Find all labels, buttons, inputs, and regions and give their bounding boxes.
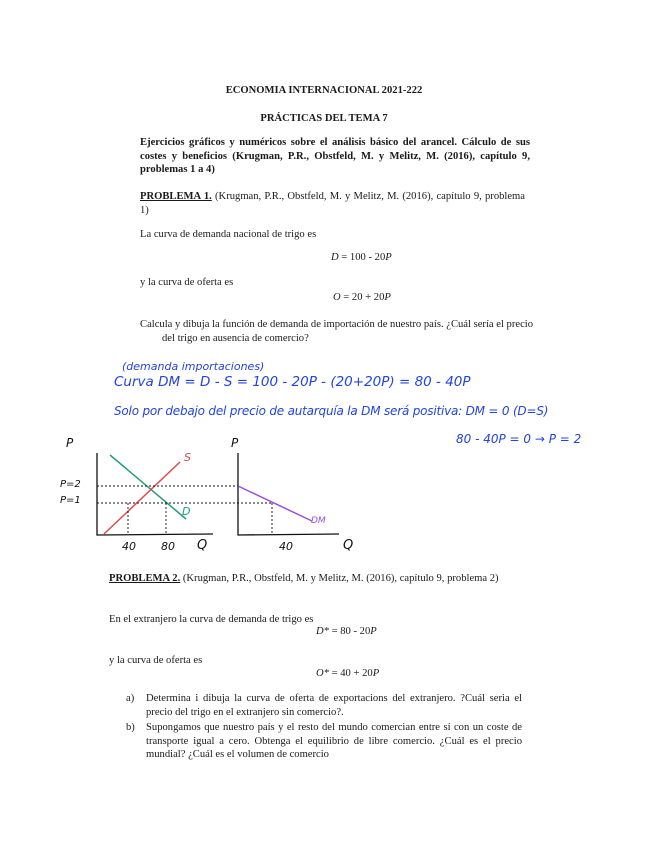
problem1-question-text: Calcula y dibuja la función de demanda de importación de nuestro país. ¿Cuál sería el precio del trigo en ausencia de comercio? bbox=[140, 319, 534, 344]
graph1-demand-line bbox=[110, 455, 186, 519]
problem2-item-b bbox=[126, 721, 522, 762]
problem1-heading: PROBLEMA 1. bbox=[140, 191, 212, 202]
problem2-supply-equation bbox=[316, 668, 379, 679]
supply-p: P bbox=[384, 292, 391, 303]
graph2-xlabel: Q bbox=[343, 538, 354, 553]
problem2-item-a bbox=[126, 692, 522, 719]
problem2-reference: (Krugman, P.R., Obstfeld, M. y Melitz, M. (2016), capítulo 9, problema 2) bbox=[180, 573, 499, 584]
problem2-supply-intro: y la curva de oferta es bbox=[109, 655, 203, 666]
graph2-dm-line bbox=[238, 486, 312, 521]
problem2-demand-intro: En el extranjero la curva de demanda de trigo es bbox=[109, 614, 314, 625]
graph2-ylabel: P bbox=[231, 436, 239, 450]
demand-var: D bbox=[331, 252, 339, 263]
item-marker: b) bbox=[126, 722, 135, 733]
supply-var: O bbox=[333, 292, 341, 303]
problem2-heading-line bbox=[109, 572, 520, 586]
handwritten-note: (demanda importaciones) bbox=[122, 360, 265, 373]
problem1-demand-intro: La curva de demanda nacional de trigo es bbox=[140, 229, 317, 240]
graph1-q80-label: 80 bbox=[161, 540, 175, 553]
graph1-ylabel: P bbox=[66, 436, 74, 450]
problem2-demand-equation bbox=[316, 626, 377, 637]
problem1-reference: (Krugman, P.R., Obstfeld, M. y Melitz, M. (2016), capítulo 9, problema 1) bbox=[140, 191, 525, 216]
graph2-dm-label: DM bbox=[311, 516, 326, 526]
problem1-supply-intro: y la curva de oferta es bbox=[140, 277, 234, 288]
graph2-q40-label: 40 bbox=[279, 540, 293, 553]
intro-paragraph: Ejercicios gráficos y numéricos sobre el análisis básico del arancel. Cálculo de sus costes y beneficios (Krugman, P.R., Obstfeld, M. y Melitz, M. (2016), capítulo 9, problemas 1 a 4) bbox=[140, 137, 530, 175]
item-marker: a) bbox=[126, 693, 135, 704]
foreign-demand-p: P bbox=[370, 626, 377, 637]
demand-rest: = 100 - 20 bbox=[338, 252, 386, 263]
document-subtitle: PRÁCTICAS DEL TEMA 7 bbox=[260, 113, 388, 124]
graph1-q40-label: 40 bbox=[122, 540, 136, 553]
foreign-supply-var: O* bbox=[316, 668, 329, 679]
item-text: Supongamos que nuestro país y el resto del mundo comercian entre sí con un coste de transporte igual a cero. Obtenga el equilibrio de libre comercio. ¿Cuál es el precio mundial? ¿Cuál es el volumen de comercio bbox=[146, 722, 522, 760]
foreign-supply-rest: = 40 + 20 bbox=[328, 668, 373, 679]
demand-p: P bbox=[385, 252, 392, 263]
graph1-demand-label: D bbox=[182, 505, 191, 518]
graph1-xlabel: Q bbox=[197, 538, 208, 553]
foreign-supply-p: P bbox=[372, 668, 380, 679]
problem2-items bbox=[126, 692, 522, 764]
graph1-p2-label: P=2 bbox=[60, 479, 81, 490]
document-title: ECONOMIA INTERNACIONAL 2021-222 bbox=[225, 85, 423, 96]
supply-rest: = 20 + 20 bbox=[340, 292, 385, 303]
graph1-p1-label: P=1 bbox=[60, 495, 81, 506]
graph1-axes bbox=[97, 453, 213, 535]
handwritten-line1: Curva DM = D - S = 100 - 20P - (20+20P) = 80 - 40P bbox=[114, 374, 471, 390]
problem2-heading: PROBLEMA 2. bbox=[109, 573, 181, 584]
foreign-demand-rest: = 80 - 20 bbox=[328, 626, 371, 637]
graph1-supply-label: S bbox=[184, 451, 191, 464]
handwritten-line2: Solo por debajo del precio de autarquía la DM será positiva: DM = 0 (D=S) bbox=[114, 404, 549, 418]
graph1-supply-line bbox=[104, 462, 180, 534]
item-text: Determina i dibuja la curva de oferta de exportacions del extranjero. ?Cuál seria el precio del trigo en el extranjero sin comercio?. bbox=[146, 693, 522, 718]
foreign-demand-var: D* bbox=[316, 626, 329, 637]
handwritten-line3: 80 - 40P = 0 → P = 2 bbox=[456, 432, 582, 446]
